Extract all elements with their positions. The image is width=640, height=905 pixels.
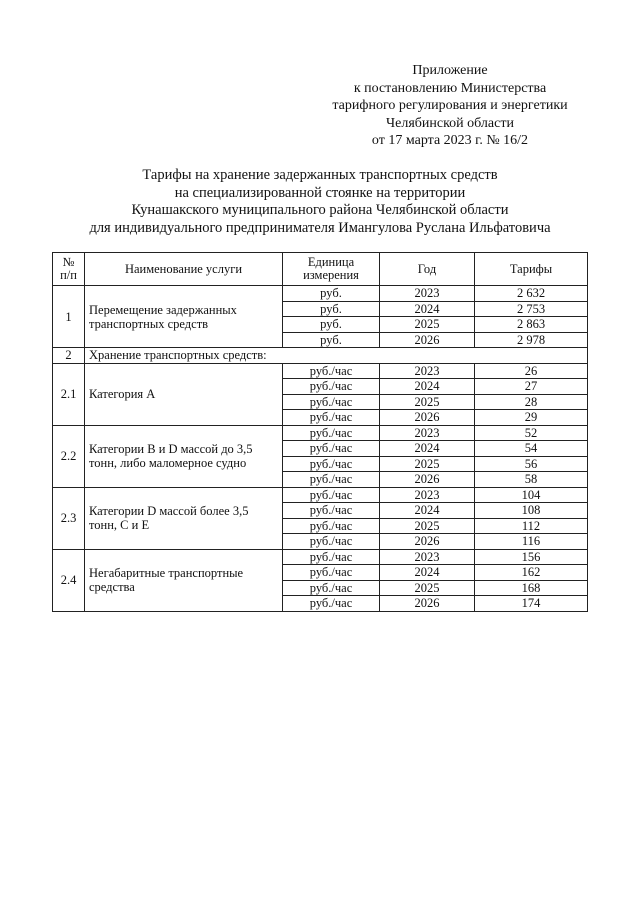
rate-cell: 112 [475, 518, 588, 534]
year-cell: 2024 [380, 379, 475, 395]
year-cell: 2026 [380, 534, 475, 550]
unit-cell: руб./час [283, 518, 380, 534]
year-cell: 2025 [380, 518, 475, 534]
section-row [53, 348, 588, 364]
rate-cell: 116 [475, 534, 588, 550]
row-number: 1 [53, 286, 85, 348]
year-cell: 2026 [380, 410, 475, 426]
year-cell: 2025 [380, 580, 475, 596]
row-number: 2.1 [53, 363, 85, 425]
unit-cell: руб./час [283, 394, 380, 410]
service-name: Категория А [85, 363, 283, 425]
rate-cell: 56 [475, 456, 588, 472]
table-row [53, 286, 588, 302]
unit-cell: руб. [283, 301, 380, 317]
row-number: 2.4 [53, 549, 85, 611]
rate-cell: 2 863 [475, 317, 588, 333]
document-title [60, 167, 580, 237]
title-line-4: для индивидуального предпринимателя Имангулова Руслана Ильфатовича [89, 219, 551, 236]
appendix-label: Приложение [412, 63, 488, 78]
unit-cell: руб./час [283, 441, 380, 457]
table-row [53, 425, 588, 441]
year-cell: 2026 [380, 472, 475, 488]
row-number: 2.2 [53, 425, 85, 487]
unit-cell: руб. [283, 286, 380, 302]
year-cell: 2024 [380, 441, 475, 457]
service-name: Категории В и D массой до 3,5 тонн, либо маломерное судно [85, 425, 283, 487]
rate-cell: 168 [475, 580, 588, 596]
rate-cell: 58 [475, 472, 588, 488]
unit-cell: руб./час [283, 565, 380, 581]
unit-cell: руб./час [283, 534, 380, 550]
header-rate: Тарифы [475, 253, 588, 286]
year-cell: 2023 [380, 487, 475, 503]
year-cell: 2024 [380, 301, 475, 317]
rate-cell: 27 [475, 379, 588, 395]
year-cell: 2024 [380, 503, 475, 519]
tariffs-table [52, 252, 588, 612]
rate-cell: 174 [475, 596, 588, 612]
service-name: Перемещение задержанных транспортных средств [85, 286, 283, 348]
unit-cell: руб./час [283, 549, 380, 565]
year-cell: 2025 [380, 456, 475, 472]
rate-cell: 104 [475, 487, 588, 503]
header-year: Год [380, 253, 475, 286]
unit-cell: руб./час [283, 472, 380, 488]
rate-cell: 108 [475, 503, 588, 519]
rate-cell: 52 [475, 425, 588, 441]
year-cell: 2025 [380, 317, 475, 333]
rate-cell: 156 [475, 549, 588, 565]
year-cell: 2023 [380, 549, 475, 565]
unit-cell: руб./час [283, 596, 380, 612]
year-cell: 2026 [380, 596, 475, 612]
unit-cell: руб./час [283, 410, 380, 426]
unit-cell: руб./час [283, 363, 380, 379]
header-service-name: Наименование услуги [85, 253, 283, 286]
year-cell: 2026 [380, 332, 475, 348]
title-line-1: Тарифы на хранение задержанных транспортных средств [142, 167, 498, 183]
rate-cell: 2 753 [475, 301, 588, 317]
header-unit: Единица измерения [283, 253, 380, 286]
service-name: Категории D массой более 3,5 тонн, С и Е [85, 487, 283, 549]
section-title: Хранение транспортных средств: [85, 348, 588, 364]
unit-cell: руб./час [283, 580, 380, 596]
appendix-header [300, 62, 600, 150]
rate-cell: 28 [475, 394, 588, 410]
unit-cell: руб./час [283, 503, 380, 519]
year-cell: 2023 [380, 425, 475, 441]
unit-cell: руб./час [283, 487, 380, 503]
resolution-reference: к постановлению Министерства [353, 80, 547, 96]
ministry-name: тарифного регулирования и энергетики [332, 98, 568, 113]
rate-cell: 26 [475, 363, 588, 379]
service-name: Негабаритные транспортные средства [85, 549, 283, 611]
rate-cell: 162 [475, 565, 588, 581]
unit-cell: руб. [283, 317, 380, 333]
title-line-2: на специализированной стоянке на территории [174, 184, 466, 201]
year-cell: 2023 [380, 363, 475, 379]
title-line-3: Кунашакского муниципального района Челябинской области [131, 202, 509, 218]
unit-cell: руб./час [283, 379, 380, 395]
year-cell: 2024 [380, 565, 475, 581]
rate-cell: 29 [475, 410, 588, 426]
resolution-date: от 17 марта 2023 г. № 16/2 [371, 133, 529, 148]
unit-cell: руб. [283, 332, 380, 348]
unit-cell: руб./час [283, 425, 380, 441]
rate-cell: 2 632 [475, 286, 588, 302]
table-row [53, 549, 588, 565]
rate-cell: 2 978 [475, 332, 588, 348]
row-number: 2 [53, 348, 85, 364]
table-header-row [53, 253, 588, 286]
table-row [53, 487, 588, 503]
unit-cell: руб./час [283, 456, 380, 472]
table-row [53, 363, 588, 379]
header-num: № п/п [53, 253, 85, 286]
year-cell: 2023 [380, 286, 475, 302]
region-name: Челябинской области [386, 115, 514, 131]
rate-cell: 54 [475, 441, 588, 457]
row-number: 2.3 [53, 487, 85, 549]
year-cell: 2025 [380, 394, 475, 410]
